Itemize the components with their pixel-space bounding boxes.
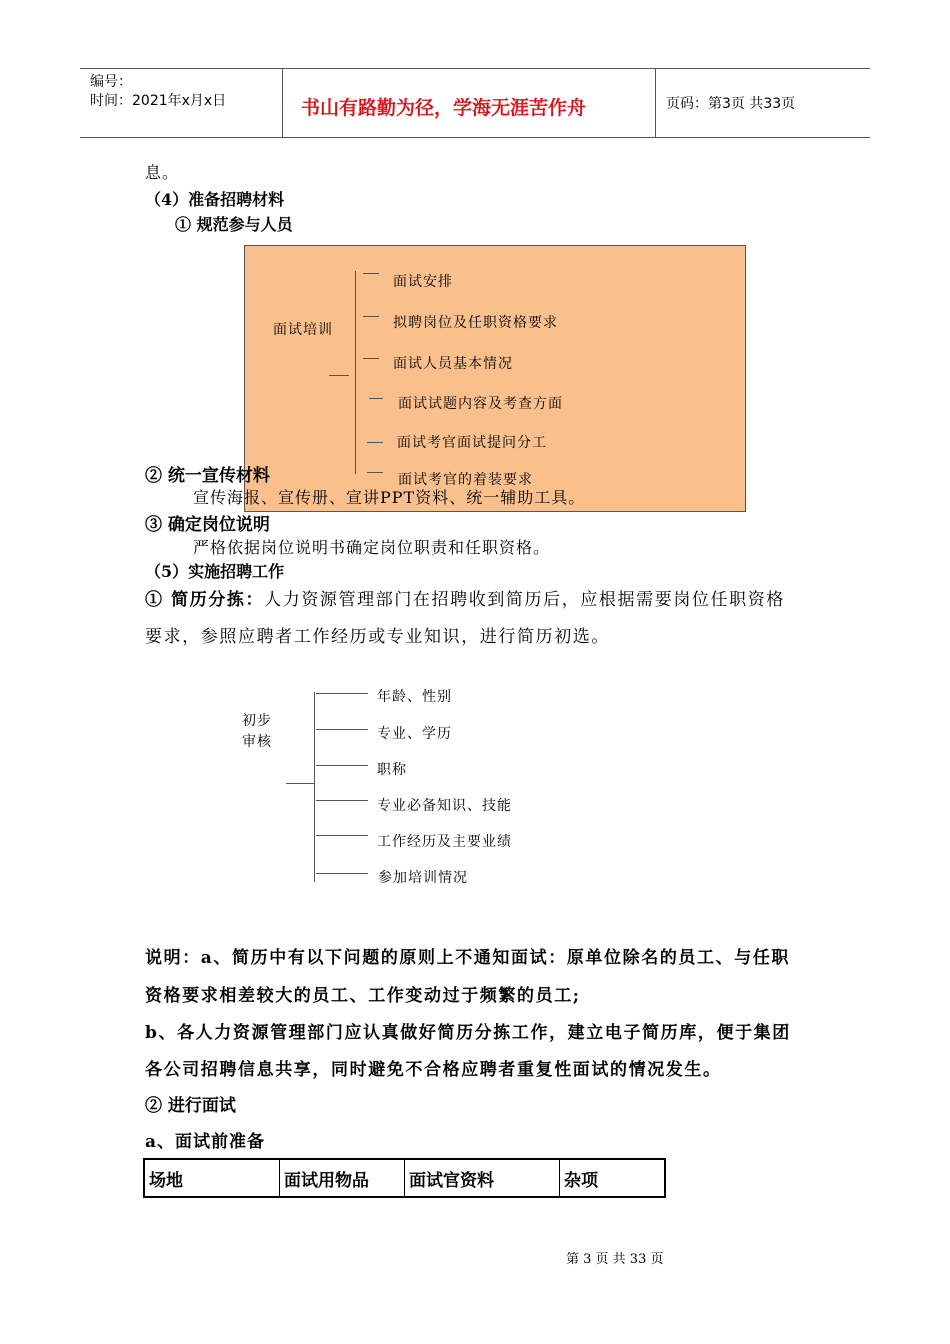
header-motto: 书山有路勤为径，学海无涯苦作舟 — [301, 97, 587, 119]
review-tick — [316, 693, 368, 694]
review-item: 工作经历及主要业绩 — [377, 834, 512, 850]
diagram-tick — [363, 358, 379, 359]
diagram-item: 面试人员基本情况 — [393, 356, 513, 372]
section-4-heading: （4）准备招聘材料 — [145, 190, 285, 209]
review-root-line2: 审核 — [242, 734, 272, 750]
diagram-tick — [367, 472, 383, 473]
prep-table — [143, 1158, 666, 1198]
header-motto-cell — [282, 69, 656, 137]
review-tick — [316, 835, 368, 836]
sub-3-text: 严格依据岗位说明书确定岗位职责和任职资格。 — [193, 538, 551, 557]
section-5-heading: （5）实施招聘工作 — [145, 562, 285, 581]
page-label: 页码：第3页 共33页 — [666, 96, 796, 112]
text-xi: 息。 — [145, 163, 180, 182]
prep-heading: a、面试前准备 — [145, 1132, 266, 1152]
review-tick — [316, 873, 368, 874]
review-item: 年龄、性别 — [377, 689, 452, 705]
interview-heading: ② 进行面试 — [145, 1096, 236, 1116]
diagram-item: 面试试题内容及考查方面 — [398, 396, 563, 412]
diagram-root: 面试培训 — [273, 322, 333, 338]
interview-training-diagram — [244, 245, 746, 512]
number-label: 编号： — [90, 74, 132, 90]
table-cell: 杂项 — [560, 1159, 666, 1197]
note-a-line1: 说明：a、简历中有以下问题的原则上不通知面试：原单位除名的员工、与任职 — [145, 948, 791, 968]
review-item: 职称 — [377, 762, 407, 778]
diagram-item: 面试安排 — [393, 274, 453, 290]
review-root-line1: 初步 — [242, 713, 272, 729]
review-tick — [316, 800, 368, 801]
note-b-line2: 各公司招聘信息共享，同时避免不合格应聘者重复性面试的情况发生。 — [145, 1060, 722, 1080]
review-item: 参加培训情况 — [378, 870, 468, 886]
time-label: 时间：2021年x月x日 — [90, 93, 227, 109]
resume-sorting-paragraph — [145, 585, 785, 610]
resume-sorting-label: ① 简历分拣： — [145, 590, 265, 610]
table-cell: 面试用物品 — [280, 1159, 405, 1197]
table-row — [144, 1159, 665, 1197]
diagram-bracket — [355, 271, 356, 474]
table-cell: 场地 — [144, 1159, 280, 1197]
review-item: 专业必备知识、技能 — [377, 798, 512, 814]
resume-sorting-text: 人力资源管理部门在招聘收到简历后，应根据需要岗位任职资格 — [264, 590, 785, 610]
diagram-item: 面试考官的着装要求 — [398, 472, 533, 488]
page-footer: 第 3 页 共 33 页 — [566, 1252, 664, 1267]
diagram-tick — [363, 273, 379, 274]
review-tick — [316, 765, 368, 766]
diagram-item: 面试考官面试提问分工 — [397, 435, 547, 451]
diagram-tick — [363, 316, 379, 317]
review-tick — [316, 729, 368, 730]
header-meta — [80, 69, 282, 141]
review-item: 专业、学历 — [377, 726, 452, 742]
page-header — [80, 68, 870, 138]
sub-1-heading: ① 规范参与人员 — [175, 215, 293, 234]
sub-3-heading: ③ 确定岗位说明 — [145, 515, 270, 535]
diagram-item: 拟聘岗位及任职资格要求 — [393, 315, 558, 331]
diagram-root-connector — [329, 375, 349, 376]
diagram-tick — [369, 398, 383, 399]
diagram-tick — [367, 442, 383, 443]
review-root-connector — [286, 783, 314, 784]
sub-2-text: 宣传海报、宣传册、宣讲PPT资料、统一辅助工具。 — [193, 488, 586, 507]
sub-2-heading: ② 统一宣传材料 — [145, 466, 270, 486]
note-b-line1: b、各人力资源管理部门应认真做好简历分拣工作，建立电子简历库，便于集团 — [145, 1023, 791, 1043]
table-cell: 面试官资料 — [405, 1159, 560, 1197]
note-a-line2: 资格要求相差较大的员工、工作变动过于频繁的员工; — [145, 986, 581, 1006]
review-bracket — [314, 692, 315, 882]
resume-sorting-line2: 要求，参照应聘者工作经历或专业知识，进行简历初选。 — [145, 627, 610, 647]
